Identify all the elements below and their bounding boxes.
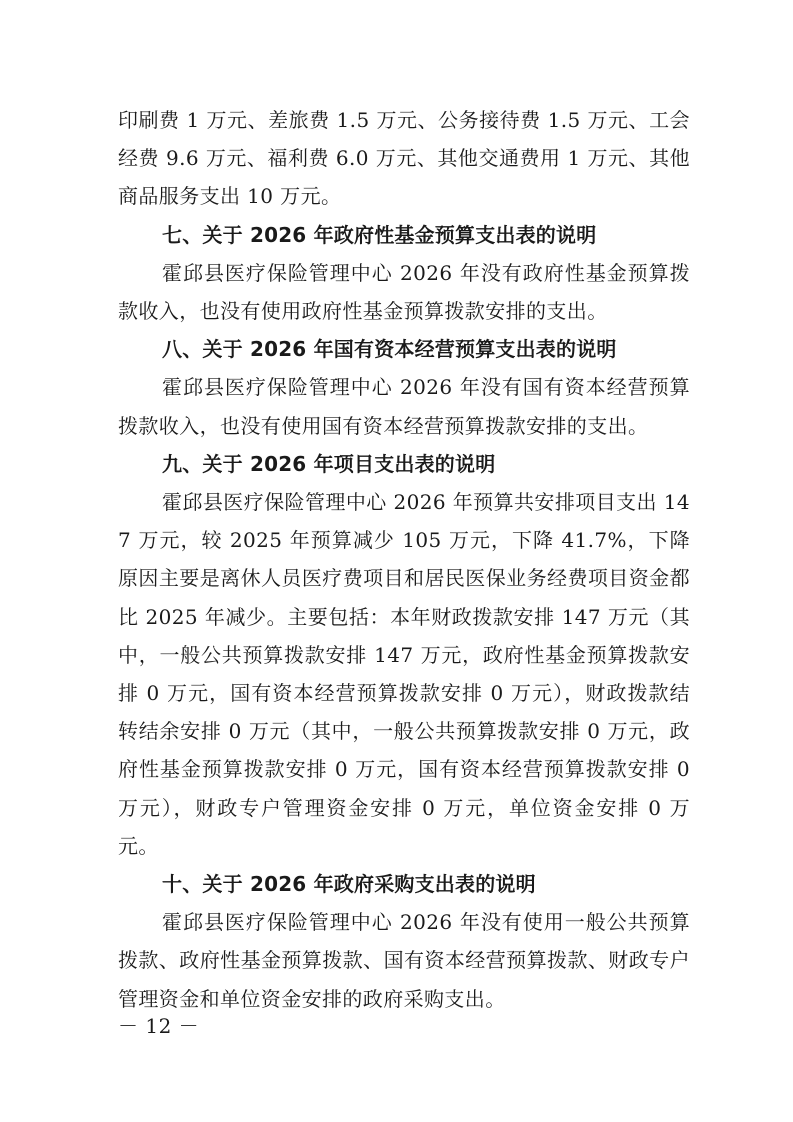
paragraph-government-procurement: 霍邱县医疗保险管理中心 2026 年没有使用一般公共预算拨款、政府性基金预算拨款、国有资本经营预算拨款、财政专户管理资金和单位资金安排的政府采购支出。 bbox=[118, 910, 690, 1011]
heading-government-fund-expenditure: 七、关于 2026 年政府性基金预算支出表的说明 bbox=[162, 222, 597, 247]
paragraph-state-capital: 霍邱县医疗保险管理中心 2026 年没有国有资本经营预算拨款收入，也没有使用国有资本经营预算拨款安排的支出。 bbox=[118, 375, 690, 438]
heading-project-expenditure: 九、关于 2026 年项目支出表的说明 bbox=[162, 451, 496, 476]
paragraph-project-expenditure: 霍邱县医疗保险管理中心 2026 年预算共安排项目支出 147 万元，较 2025 年预算减少 105 万元，下降 41.7%，下降原因主要是离休人员医疗费项目和居民医保业务经费项目资金都比 2025 年减少。主要包括：本年财政拨款安排 147 万元（其中，一般公共预算拨款安排 147 万元，政府性基金预算拨款安排 0 万元，国有资本经营预算拨款安排 0 万元），财政拨款结转结余安排 0 万元（其中，一般公共预算拨款安排 0 万元，政府性基金预算拨款安排 0 万元，国有资本经营预算拨款安排 0 万元），财政专户管理资金安排 0 万元，单位资金安排 0 万元。 bbox=[118, 490, 690, 858]
document-body bbox=[118, 101, 690, 1018]
paragraph-government-fund: 霍邱县医疗保险管理中心 2026 年没有政府性基金预算拨款收入，也没有使用政府性基金预算拨款安排的支出。 bbox=[118, 260, 690, 324]
page-number: － 12 － bbox=[118, 1014, 200, 1038]
heading-government-procurement: 十、关于 2026 年政府采购支出表的说明 bbox=[162, 872, 536, 897]
paragraph-expense-details: 印刷费 1 万元、差旅费 1.5 万元、公务接待费 1.5 万元、工会经费 9.6 万元、福利费 6.0 万元、其他交通费用 1 万元、其他商品服务支出 10 万元。 bbox=[118, 108, 690, 209]
heading-state-capital-expenditure: 八、关于 2026 年国有资本经营预算支出表的说明 bbox=[162, 337, 617, 362]
